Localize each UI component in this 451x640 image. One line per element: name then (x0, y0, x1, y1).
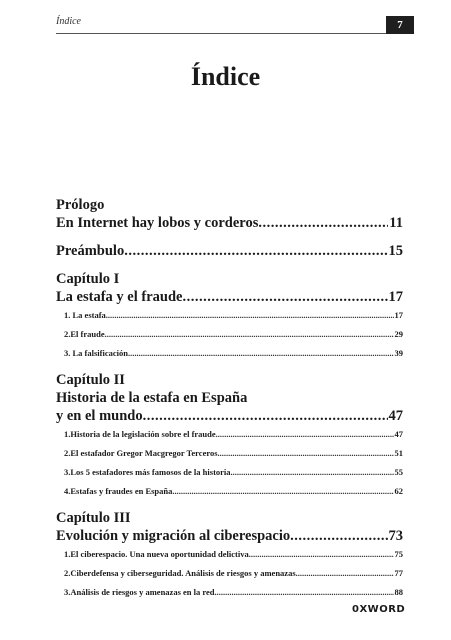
subentry-title: El fraude (70, 329, 105, 339)
subentry-number: 2. (64, 568, 71, 578)
toc-subentry[interactable] (56, 564, 403, 583)
toc-subentry[interactable] (56, 344, 403, 363)
subentry-number: 1. (64, 310, 71, 320)
subentry-number: 1. (64, 429, 71, 439)
subentry-title: El ciberespacio. Una nueva oportunidad delictiva (70, 549, 249, 559)
leader-dots (182, 288, 387, 306)
entry-page: 17 (388, 289, 403, 305)
table-of-contents (56, 196, 403, 602)
toc-subentry[interactable] (56, 463, 403, 482)
toc-subentry[interactable] (56, 444, 403, 463)
heading-text: Capítulo III (56, 510, 131, 526)
leader-dots (290, 527, 387, 545)
leader-dots (258, 214, 388, 232)
subentry-page: 55 (394, 467, 403, 477)
subentry-page: 62 (394, 486, 403, 496)
leader-dots (214, 583, 393, 602)
subentry-page: 88 (394, 587, 403, 597)
leader-dots (216, 425, 394, 444)
entry-page: 15 (388, 243, 403, 259)
entry-page: 47 (388, 408, 403, 424)
subentry-page: 17 (394, 310, 403, 320)
subentry-number: 4. (64, 486, 71, 496)
leader-dots (124, 242, 387, 260)
entry-page: 11 (389, 215, 403, 231)
header-rule (56, 33, 386, 34)
section-heading (56, 196, 403, 214)
toc-subentry[interactable] (56, 545, 403, 564)
entry-page: 73 (388, 528, 403, 544)
subentry-number: 2. (64, 329, 71, 339)
subentry-title: Los 5 estafadores más famosos de la historia (70, 467, 231, 477)
publisher-logo: 0XWORD (352, 604, 406, 615)
toc-subentry[interactable] (56, 482, 403, 501)
chapter-heading (56, 371, 403, 389)
toc-entry-line1[interactable] (56, 389, 403, 407)
running-header: Índice (56, 16, 81, 27)
toc-subentry[interactable] (56, 306, 403, 325)
subentry-page: 77 (394, 568, 403, 578)
chapter-heading (56, 270, 403, 288)
toc-subentry[interactable] (56, 325, 403, 344)
leader-dots (231, 463, 394, 482)
subentry-title: Historia de la legislación sobre el fraude (70, 429, 216, 439)
leader-dots (105, 325, 394, 344)
subentry-title: Ciberdefensa y ciberseguridad. Análisis de riesgos y amenazas (70, 568, 296, 578)
heading-text: Capítulo I (56, 271, 120, 287)
subentry-title: Estafas y fraudes en España (70, 486, 173, 496)
subentry-title: La falsificación (72, 348, 128, 358)
leader-dots (172, 482, 393, 501)
subentry-number: 2. (64, 448, 71, 458)
toc-entry[interactable] (56, 407, 403, 425)
subentry-title: La estafa (72, 310, 106, 320)
subentry-page: 51 (394, 448, 403, 458)
leader-dots (296, 564, 394, 583)
entry-title: Historia de la estafa en España (56, 390, 248, 406)
leader-dots (249, 545, 394, 564)
page-number: 7 (386, 16, 414, 34)
toc-subentry[interactable] (56, 425, 403, 444)
leader-dots (128, 344, 394, 363)
leader-dots (143, 407, 388, 425)
subentry-page: 39 (394, 348, 403, 358)
heading-text: Prólogo (56, 197, 105, 213)
entry-title: Evolución y migración al ciberespacio (56, 528, 291, 544)
subentry-page: 75 (394, 549, 403, 559)
subentry-title: Análisis de riesgos y amenazas en la red (70, 587, 215, 597)
heading-text: Capítulo II (56, 372, 125, 388)
subentry-page: 29 (394, 329, 403, 339)
entry-title: Preámbulo (56, 243, 125, 259)
entry-title: La estafa y el fraude (56, 289, 183, 305)
subentry-number: 3. (64, 587, 71, 597)
toc-entry[interactable] (56, 242, 403, 260)
entry-title: y en el mundo (56, 408, 143, 424)
subentry-page: 47 (394, 429, 403, 439)
subentry-title: El estafador Gregor Macgregor Terceros (70, 448, 218, 458)
leader-dots (218, 444, 394, 463)
chapter-heading (56, 509, 403, 527)
page-title: Índice (190, 62, 261, 91)
subentry-number: 3. (64, 467, 71, 477)
toc-entry[interactable] (56, 288, 403, 306)
subentry-number: 3. (64, 348, 71, 358)
toc-entry[interactable] (56, 214, 403, 232)
leader-dots (106, 306, 394, 325)
entry-title: En Internet hay lobos y corderos (56, 215, 259, 231)
subentry-number: 1. (64, 549, 71, 559)
toc-subentry[interactable] (56, 583, 403, 602)
toc-entry[interactable] (56, 527, 403, 545)
